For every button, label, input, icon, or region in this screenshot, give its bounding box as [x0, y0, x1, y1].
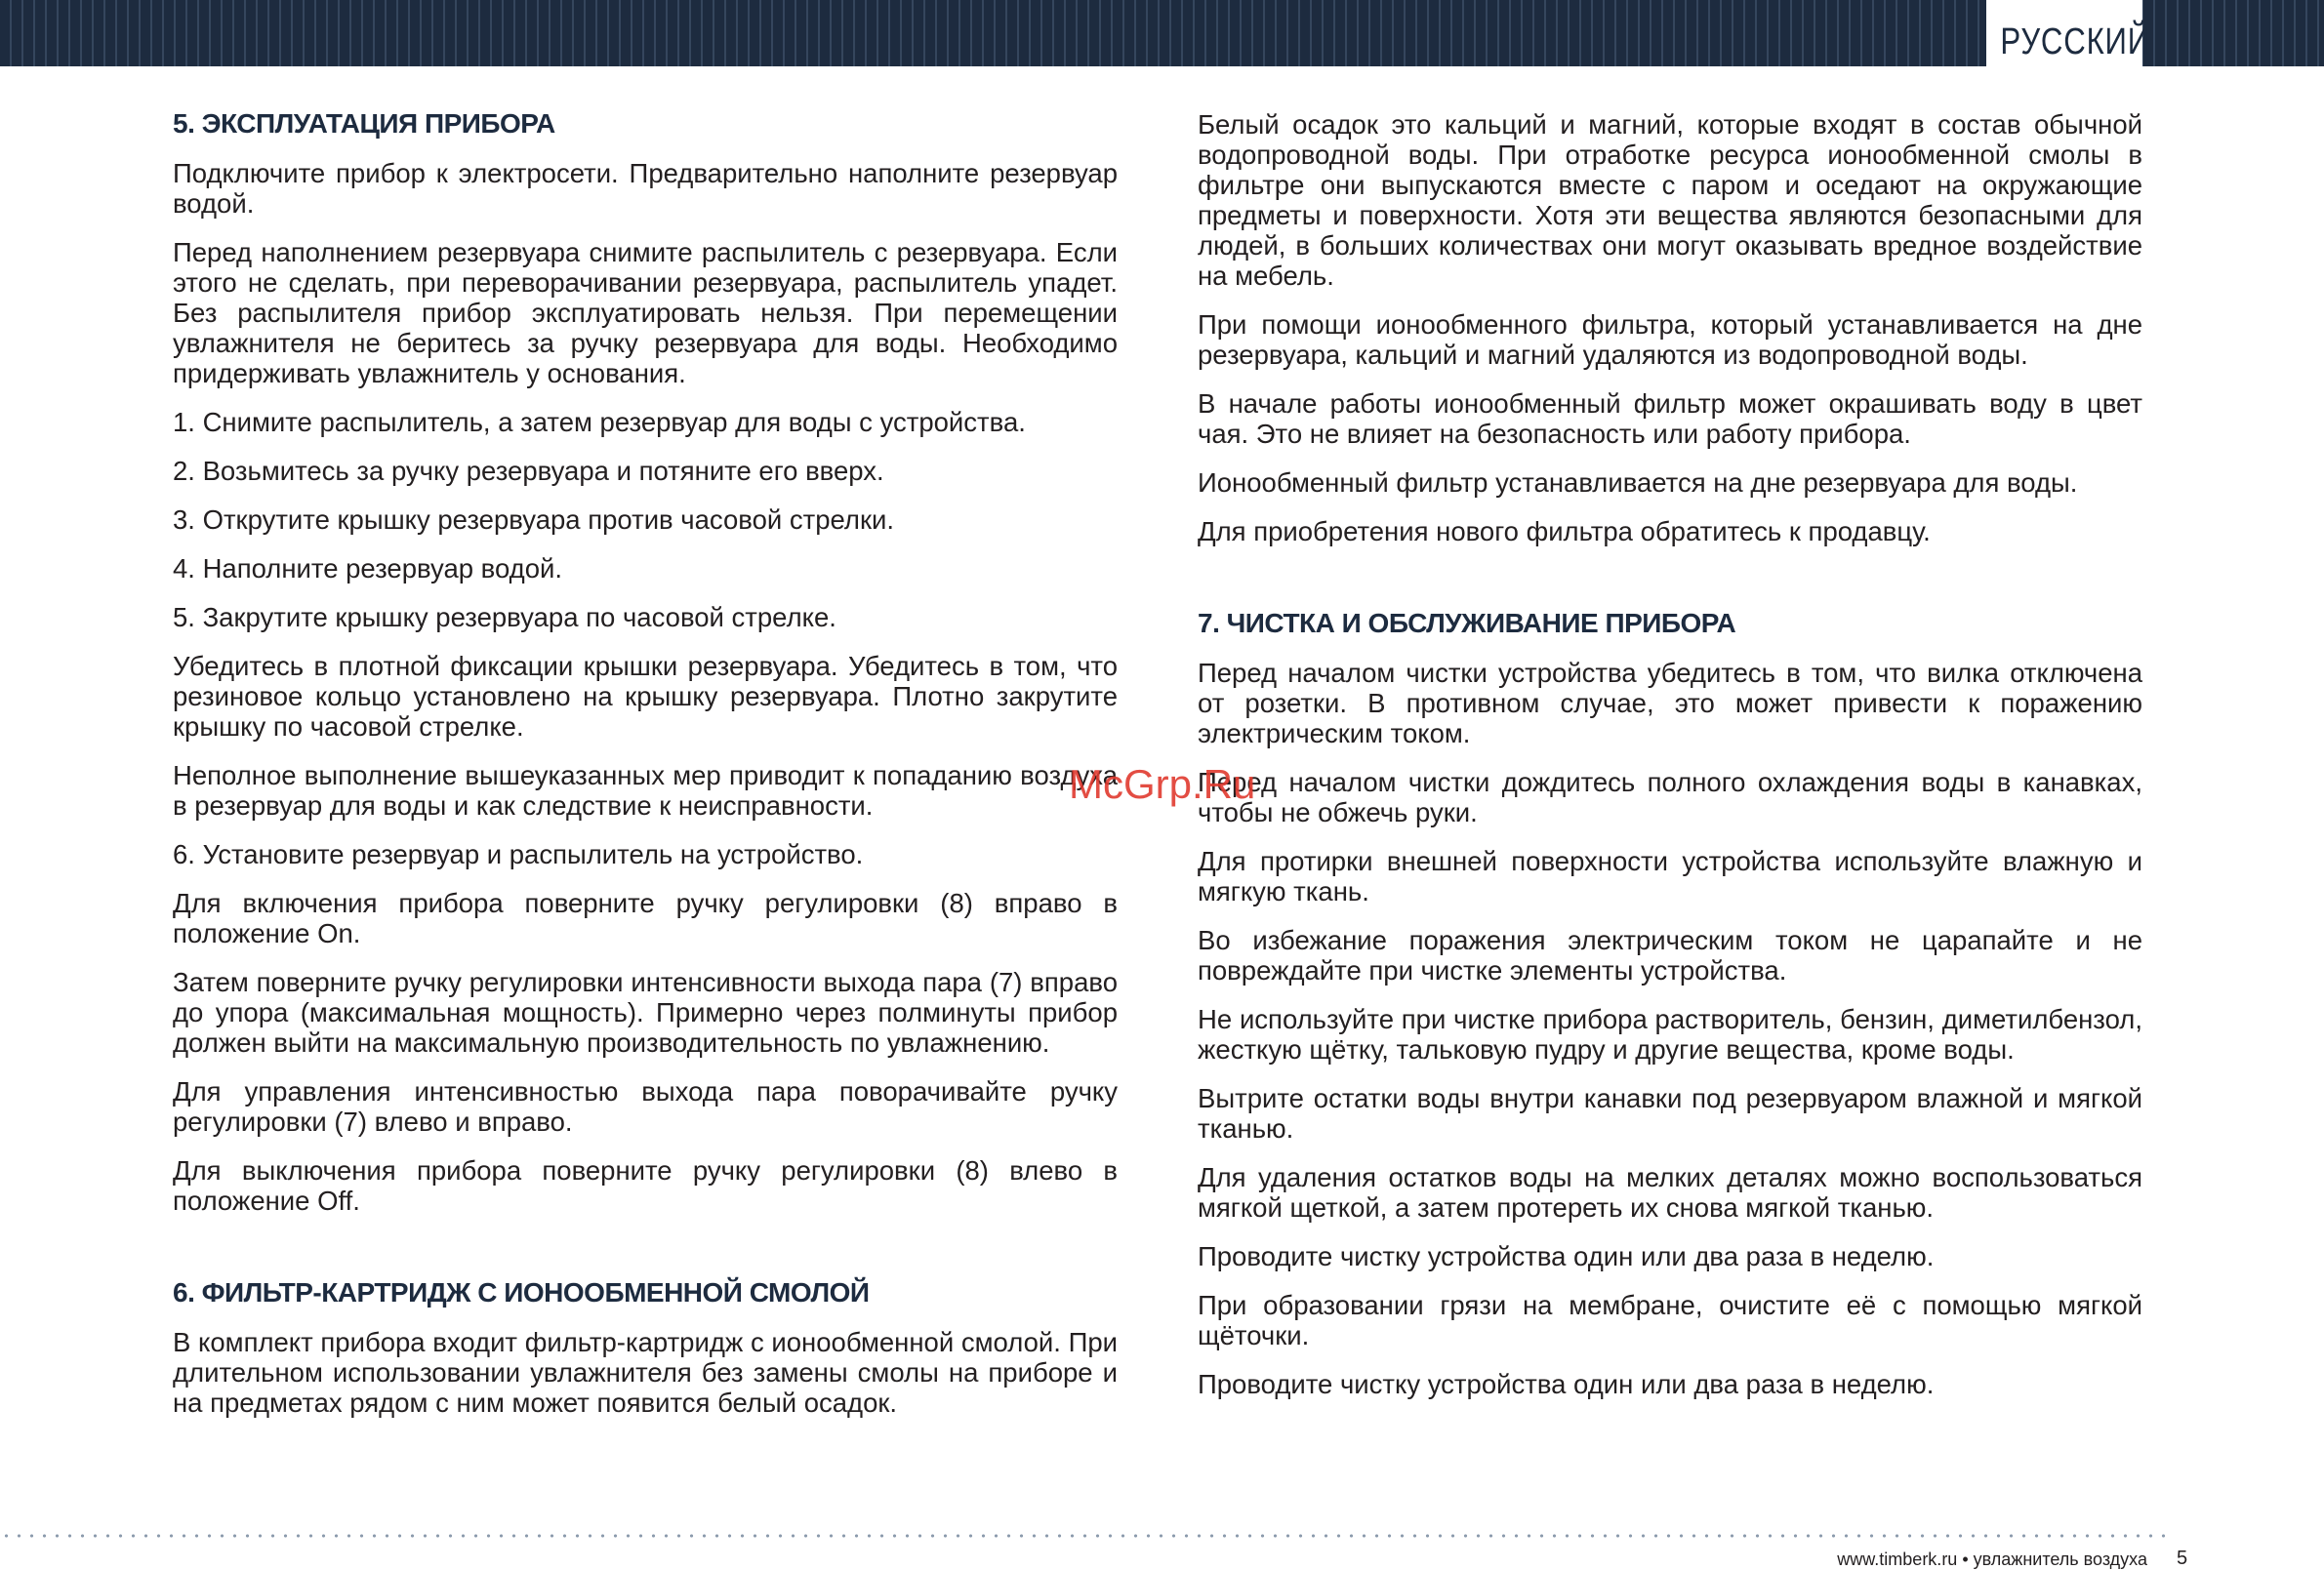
- section-5-step: 6. Установите резервуар и распылитель на устройство.: [173, 839, 864, 869]
- section-7-paragraph: Проводите чистку устройства один или два раза в неделю.: [1198, 1369, 1935, 1399]
- right-column: [1198, 109, 2142, 1418]
- section-5-paragraph: Для выключения прибора поверните ручку регулировки (8) влево в положение Off.: [173, 1155, 1118, 1216]
- section-7-paragraph: Не используйте при чистке прибора растворитель, бензин, диметилбензол, жесткую щётку, тальковую пудру и другие вещества, кроме воды.: [1198, 1004, 2142, 1065]
- section-5-paragraph: Для включения прибора поверните ручку регулировки (8) вправо в положение On.: [173, 888, 1118, 948]
- section-6-paragraph: При помощи ионообменного фильтра, который устанавливается на дне резервуара, кальций и магний удаляются из водопроводной воды.: [1198, 309, 2142, 370]
- section-7-title: 7. ЧИСТКА И ОБСЛУЖИВАНИЕ ПРИБОРА: [1198, 608, 1736, 638]
- section-5-step: 5. Закрутите крышку резервуара по часовой стрелке.: [173, 602, 836, 632]
- footer-divider: [0, 1534, 2167, 1538]
- header-bar: [0, 0, 2324, 66]
- section-5-paragraph: Затем поверните ручку регулировки интенсивности выхода пара (7) вправо до упора (максимальная мощность). Примерно через полминуты прибор должен выйти на максимальную производительность по увлажнению.: [173, 967, 1118, 1058]
- section-5-step: 2. Возьмитесь за ручку резервуара и потяните его вверх.: [173, 456, 884, 486]
- section-5-title: 5. ЭКСПЛУАТАЦИЯ ПРИБОРА: [173, 108, 555, 139]
- section-5-step: 3. Открутите крышку резервуара против часовой стрелки.: [173, 504, 894, 535]
- section-7-paragraph: Перед началом чистки устройства убедитесь в том, что вилка отключена от розетки. В противном случае, это может привести к поражению электрическим током.: [1198, 658, 2142, 748]
- section-6-paragraph: В начале работы ионообменный фильтр может окрашивать воду в цвет чая. Это не влияет на безопасность или работу прибора.: [1198, 388, 2142, 449]
- section-6-title: 6. ФИЛЬТР-КАРТРИДЖ С ИОНООБМЕННОЙ СМОЛОЙ: [173, 1277, 870, 1308]
- section-5-paragraph: Неполное выполнение вышеуказанных мер приводит к попаданию воздуха в резервуар для воды и как следствие к неисправности.: [173, 760, 1118, 821]
- section-6-paragraph: Белый осадок это кальций и магний, которые входят в состав обычной водопроводной воды. При отработке ресурса ионообменной смолы в фильтре они выпускаются вместе с паром и оседают на окружающие предметы и поверхности. Хотя эти вещества являются безопасными для людей, в больших количествах они могут оказывать вредное воздействие на мебель.: [1198, 109, 2142, 291]
- page-number: 5: [2177, 1548, 2188, 1569]
- section-7-paragraph: При образовании грязи на мембране, очистите её с помощью мягкой щёточки.: [1198, 1290, 2142, 1350]
- section-5-paragraph: Подключите прибор к электросети. Предварительно наполните резервуар водой.: [173, 158, 1118, 219]
- section-7-paragraph: Проводите чистку устройства один или два раза в неделю.: [1198, 1241, 1935, 1271]
- section-6-paragraph: Ионообменный фильтр устанавливается на дне резервуара для воды.: [1198, 467, 2078, 498]
- section-7-paragraph: Во избежание поражения электрическим током не царапайте и не повреждайте при чистке элементы устройства.: [1198, 925, 2142, 986]
- section-7-paragraph: Для удаления остатков воды на мелких деталях можно воспользоваться мягкой щеткой, а затем протереть их снова мягкой тканью.: [1198, 1162, 2142, 1223]
- section-7-paragraph: Для протирки внешней поверхности устройства используйте влажную и мягкую ткань.: [1198, 846, 2142, 906]
- section-5-paragraph: Убедитесь в плотной фиксации крышки резервуара. Убедитесь в том, что резиновое кольцо установлено на крышку резервуара. Плотно закрутите крышку по часовой стрелке.: [173, 651, 1118, 742]
- section-5-step: 4. Наполните резервуар водой.: [173, 553, 563, 584]
- section-5-step: 1. Снимите распылитель, а затем резервуар для воды с устройства.: [173, 407, 1026, 437]
- left-column: [173, 107, 1118, 1436]
- language-label: РУССКИЙ: [2000, 21, 2150, 62]
- section-5-paragraph: Перед наполнением резервуара снимите распылитель с резервуара. Если этого не сделать, при переворачивании резервуара, распылитель упадет. Без распылителя прибор эксплуатировать нельзя. При перемещении увлажнителя не беритесь за ручку резервуара для воды. Необходимо придерживать увлажнитель у основания.: [173, 237, 1118, 388]
- watermark: McGrp.Ru: [1069, 761, 1256, 807]
- section-7-paragraph: Перед началом чистки дождитесь полного охлаждения воды в канавках, чтобы не обжечь руки.: [1198, 767, 2142, 827]
- section-6-paragraph: Для приобретения нового фильтра обратитесь к продавцу.: [1198, 516, 1931, 546]
- section-5-paragraph: Для управления интенсивностью выхода пара поворачивайте ручку регулировки (7) влево и вправо.: [173, 1076, 1118, 1137]
- section-7-paragraph: Вытрите остатки воды внутри канавки под резервуаром влажной и мягкой тканью.: [1198, 1083, 2142, 1144]
- section-6-paragraph: В комплект прибора входит фильтр-картридж с ионообменной смолой. При длительном использовании увлажнителя без замены смолы на приборе и на предметах рядом с ним может появится белый осадок.: [173, 1327, 1118, 1418]
- footer-text: www.timberk.ru • увлажнитель воздуха: [1837, 1550, 2147, 1569]
